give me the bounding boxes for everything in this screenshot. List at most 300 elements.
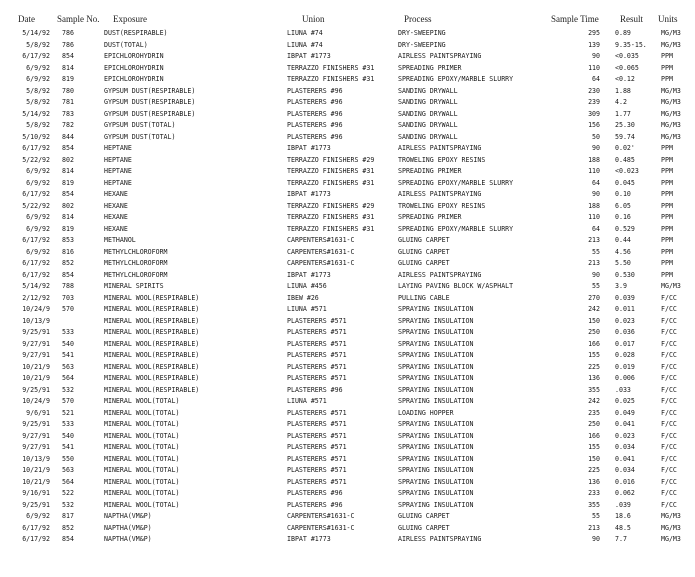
header-sample-time: Sample Time bbox=[551, 14, 599, 24]
cell-date: 5/14/92 bbox=[22, 282, 50, 290]
cell-process: SPRAYING INSULATION bbox=[398, 454, 474, 463]
cell-result: 25.30 bbox=[615, 121, 635, 129]
cell-union: TERRAZZO FINISHERS #31 bbox=[287, 63, 375, 72]
cell-union: TERRAZZO FINISHERS #31 bbox=[287, 75, 375, 83]
cell-sample-time: 150 bbox=[588, 316, 600, 325]
table-row bbox=[0, 396, 695, 408]
cell-result: <0.035 bbox=[615, 52, 639, 60]
cell-date: 5/22/92 bbox=[22, 201, 50, 210]
cell-result: 0.039 bbox=[615, 293, 635, 302]
cell-process: DRY-SWEEPING bbox=[398, 29, 446, 37]
cell-date: 6/17/92 bbox=[22, 190, 50, 198]
cell-result: 5.50 bbox=[615, 259, 631, 267]
cell-result: 4.56 bbox=[615, 247, 631, 256]
cell-union: PLASTERERS #571 bbox=[287, 408, 347, 417]
cell-units: PPM bbox=[661, 167, 673, 175]
cell-sample-time: 242 bbox=[588, 397, 600, 405]
cell-exposure: MINERAL WOOL(TOTAL) bbox=[104, 397, 180, 405]
cell-result: 0.485 bbox=[615, 155, 635, 164]
cell-units: F/CC bbox=[661, 316, 677, 325]
cell-sample-no: 819 bbox=[62, 178, 74, 187]
cell-units: F/CC bbox=[661, 443, 677, 451]
cell-units: F/CC bbox=[661, 374, 677, 382]
cell-sample-time: 90 bbox=[592, 190, 600, 198]
cell-sample-time: 235 bbox=[588, 408, 600, 417]
cell-sample-time: 213 bbox=[588, 523, 600, 532]
cell-result: 59.74 bbox=[615, 132, 635, 141]
cell-result: 0.016 bbox=[615, 477, 635, 486]
cell-sample-no: 814 bbox=[62, 213, 74, 221]
cell-sample-time: 90 bbox=[592, 535, 600, 543]
cell-sample-no: 844 bbox=[62, 132, 74, 141]
table-row bbox=[0, 178, 695, 190]
cell-process: SPREADING EPOXY/MARBLE SLURRY bbox=[398, 224, 514, 233]
table-row bbox=[0, 385, 695, 397]
cell-result: 0.44 bbox=[615, 236, 631, 244]
table-row bbox=[0, 488, 695, 500]
cell-units: PPM bbox=[661, 178, 673, 187]
cell-date: 6/9/92 bbox=[26, 167, 50, 175]
cell-units: F/CC bbox=[661, 305, 677, 313]
cell-union: IBPAT #1773 bbox=[287, 144, 331, 152]
cell-date: 10/24/9 bbox=[22, 305, 50, 313]
cell-sample-time: 110 bbox=[588, 167, 600, 175]
cell-exposure: EPICHLOROHYDRIN bbox=[104, 63, 164, 72]
cell-union: PLASTERERS #96 bbox=[287, 132, 343, 141]
cell-date: 10/13/9 bbox=[22, 454, 50, 463]
cell-sample-time: 55 bbox=[592, 512, 600, 520]
cell-process: SPRAYING INSULATION bbox=[398, 500, 474, 509]
cell-date: 6/17/92 bbox=[22, 236, 50, 244]
cell-union: TERRAZZO FINISHERS #29 bbox=[287, 201, 375, 210]
cell-result: 0.036 bbox=[615, 328, 635, 336]
cell-process: SPRAYING INSULATION bbox=[398, 385, 474, 394]
cell-date: 10/21/9 bbox=[22, 374, 50, 382]
cell-result: 0.011 bbox=[615, 305, 635, 313]
cell-exposure: MINERAL WOOL(TOTAL) bbox=[104, 500, 180, 509]
cell-sample-no: 541 bbox=[62, 443, 74, 451]
cell-sample-no: 533 bbox=[62, 328, 74, 336]
cell-exposure: NAPTHA(VM&P) bbox=[104, 535, 152, 543]
cell-units: F/CC bbox=[661, 362, 677, 371]
cell-units: F/CC bbox=[661, 489, 677, 497]
cell-union: PLASTERERS #571 bbox=[287, 374, 347, 382]
cell-union: CARPENTERS#1631-C bbox=[287, 523, 355, 532]
cell-result: .039 bbox=[615, 500, 631, 509]
cell-union: IBPAT #1773 bbox=[287, 52, 331, 60]
cell-exposure: GYPSUM DUST(RESPIRABLE) bbox=[104, 86, 196, 95]
cell-process: AIRLESS PAINTSPRAYING bbox=[398, 52, 482, 60]
cell-exposure: MINERAL WOOL(TOTAL) bbox=[104, 454, 180, 463]
cell-units: F/CC bbox=[661, 500, 677, 509]
cell-date: 10/24/9 bbox=[22, 397, 50, 405]
table-row bbox=[0, 166, 695, 178]
cell-exposure: DUST(RESPIRABLE) bbox=[104, 29, 168, 37]
cell-exposure: HEXANE bbox=[104, 201, 128, 210]
cell-result: 7.7 bbox=[615, 535, 627, 543]
table-row bbox=[0, 63, 695, 75]
table-row bbox=[0, 304, 695, 316]
cell-units: PPM bbox=[661, 270, 673, 279]
cell-process: SANDING DRYWALL bbox=[398, 121, 458, 129]
cell-date: 9/25/91 bbox=[22, 500, 50, 509]
cell-sample-no: 854 bbox=[62, 535, 74, 543]
cell-process: SPRAYING INSULATION bbox=[398, 305, 474, 313]
cell-date: 10/13/9 bbox=[22, 316, 50, 325]
cell-units: PPM bbox=[661, 224, 673, 233]
cell-exposure: HEPTANE bbox=[104, 167, 132, 175]
cell-union: IBPAT #1773 bbox=[287, 270, 331, 279]
cell-sample-no: 541 bbox=[62, 351, 74, 359]
cell-units: MG/M3 bbox=[661, 86, 681, 95]
cell-sample-time: 55 bbox=[592, 247, 600, 256]
cell-sample-no: 814 bbox=[62, 167, 74, 175]
table-row bbox=[0, 500, 695, 512]
cell-sample-no: 521 bbox=[62, 408, 74, 417]
cell-process: AIRLESS PAINTSPRAYING bbox=[398, 270, 482, 279]
cell-sample-no: 854 bbox=[62, 144, 74, 152]
table-row bbox=[0, 408, 695, 420]
table-row bbox=[0, 143, 695, 155]
cell-exposure: METHYLCHLOROFORM bbox=[104, 270, 168, 279]
cell-process: SPRAYING INSULATION bbox=[398, 443, 474, 451]
cell-process: SPRAYING INSULATION bbox=[398, 477, 474, 486]
cell-sample-no: 819 bbox=[62, 75, 74, 83]
table-row bbox=[0, 74, 695, 86]
cell-union: PLASTERERS #571 bbox=[287, 431, 347, 440]
header-result: Result bbox=[620, 14, 644, 24]
cell-process: SANDING DRYWALL bbox=[398, 98, 458, 106]
cell-exposure: HEPTANE bbox=[104, 178, 132, 187]
cell-date: 6/9/92 bbox=[26, 247, 50, 256]
cell-sample-time: 90 bbox=[592, 270, 600, 279]
cell-result: 1.77 bbox=[615, 109, 631, 118]
cell-date: 5/8/92 bbox=[26, 40, 50, 49]
cell-units: F/CC bbox=[661, 477, 677, 486]
cell-date: 6/17/92 bbox=[22, 259, 50, 267]
cell-exposure: MINERAL WOOL(RESPIRABLE) bbox=[104, 351, 200, 359]
cell-sample-time: 90 bbox=[592, 52, 600, 60]
cell-union: IBEW #26 bbox=[287, 293, 319, 302]
cell-date: 5/14/92 bbox=[22, 109, 50, 118]
cell-result: 48.5 bbox=[615, 523, 631, 532]
cell-sample-time: 242 bbox=[588, 305, 600, 313]
cell-result: 0.89 bbox=[615, 29, 631, 37]
cell-sample-time: 355 bbox=[588, 500, 600, 509]
cell-sample-time: 213 bbox=[588, 236, 600, 244]
cell-exposure: GYPSUM DUST(RESPIRABLE) bbox=[104, 109, 196, 118]
cell-result: 0.530 bbox=[615, 270, 635, 279]
cell-date: 10/21/9 bbox=[22, 477, 50, 486]
cell-union: PLASTERERS #571 bbox=[287, 328, 347, 336]
cell-union: PLASTERERS #96 bbox=[287, 86, 343, 95]
table-row bbox=[0, 316, 695, 328]
cell-process: SPREADING PRIMER bbox=[398, 167, 462, 175]
table-row bbox=[0, 212, 695, 224]
table-row bbox=[0, 132, 695, 144]
cell-date: 9/27/91 bbox=[22, 443, 50, 451]
cell-exposure: MINERAL WOOL(RESPIRABLE) bbox=[104, 316, 200, 325]
cell-sample-no: 854 bbox=[62, 190, 74, 198]
cell-sample-time: 188 bbox=[588, 201, 600, 210]
cell-result: 0.02' bbox=[615, 144, 635, 152]
cell-exposure: MINERAL WOOL(RESPIRABLE) bbox=[104, 374, 200, 382]
cell-sample-no: 786 bbox=[62, 29, 74, 37]
cell-sample-time: 64 bbox=[592, 75, 600, 83]
cell-result: 0.028 bbox=[615, 351, 635, 359]
cell-units: F/CC bbox=[661, 420, 677, 428]
cell-sample-no: 570 bbox=[62, 305, 74, 313]
cell-union: PLASTERERS #571 bbox=[287, 454, 347, 463]
table-row bbox=[0, 454, 695, 466]
cell-date: 9/27/91 bbox=[22, 351, 50, 359]
cell-units: F/CC bbox=[661, 293, 677, 302]
table-row bbox=[0, 339, 695, 351]
cell-date: 5/14/92 bbox=[22, 29, 50, 37]
cell-exposure: MINERAL WOOL(RESPIRABLE) bbox=[104, 362, 200, 371]
cell-sample-time: 166 bbox=[588, 431, 600, 440]
cell-exposure: HEPTANE bbox=[104, 155, 132, 164]
cell-sample-time: 213 bbox=[588, 259, 600, 267]
cell-units: MG/M3 bbox=[661, 132, 681, 141]
cell-units: F/CC bbox=[661, 454, 677, 463]
cell-sample-no: 540 bbox=[62, 431, 74, 440]
cell-date: 5/22/92 bbox=[22, 155, 50, 164]
cell-union: TERRAZZO FINISHERS #31 bbox=[287, 167, 375, 175]
cell-result: 0.034 bbox=[615, 466, 635, 474]
cell-union: PLASTERERS #571 bbox=[287, 339, 347, 348]
cell-sample-no: 782 bbox=[62, 121, 74, 129]
cell-union: PLASTERERS #571 bbox=[287, 477, 347, 486]
header-exposure: Exposure bbox=[113, 14, 147, 24]
cell-sample-no: 852 bbox=[62, 259, 74, 267]
cell-date: 6/17/92 bbox=[22, 144, 50, 152]
cell-result: 0.025 bbox=[615, 397, 635, 405]
cell-date: 5/10/92 bbox=[22, 132, 50, 141]
cell-sample-time: 309 bbox=[588, 109, 600, 118]
cell-sample-no: 854 bbox=[62, 52, 74, 60]
cell-exposure: METHYLCHLOROFORM bbox=[104, 247, 168, 256]
cell-date: 10/21/9 bbox=[22, 466, 50, 474]
cell-process: GLUING CARPET bbox=[398, 512, 450, 520]
header-union: Union bbox=[302, 14, 325, 24]
table-row bbox=[0, 477, 695, 489]
cell-date: 9/16/91 bbox=[22, 489, 50, 497]
cell-exposure: MINERAL WOOL(TOTAL) bbox=[104, 489, 180, 497]
cell-result: 0.529 bbox=[615, 224, 635, 233]
cell-sample-time: 230 bbox=[588, 86, 600, 95]
table-row bbox=[0, 350, 695, 362]
cell-sample-no: 819 bbox=[62, 224, 74, 233]
cell-units: PPM bbox=[661, 190, 673, 198]
cell-union: PLASTERERS #571 bbox=[287, 316, 347, 325]
cell-union: LIUNA #74 bbox=[287, 40, 323, 49]
table-row bbox=[0, 431, 695, 443]
cell-sample-no: 852 bbox=[62, 523, 74, 532]
cell-units: MG/M3 bbox=[661, 98, 681, 106]
cell-union: CARPENTERS#1631-C bbox=[287, 259, 355, 267]
cell-date: 10/21/9 bbox=[22, 362, 50, 371]
cell-units: MG/M3 bbox=[661, 109, 681, 118]
cell-date: 6/9/92 bbox=[26, 63, 50, 72]
cell-units: F/CC bbox=[661, 408, 677, 417]
table-row bbox=[0, 247, 695, 259]
cell-result: 0.023 bbox=[615, 431, 635, 440]
table-row bbox=[0, 189, 695, 201]
table-row bbox=[0, 293, 695, 305]
cell-sample-time: 250 bbox=[588, 420, 600, 428]
cell-sample-no: 532 bbox=[62, 500, 74, 509]
cell-sample-no: 816 bbox=[62, 247, 74, 256]
cell-sample-no: 802 bbox=[62, 201, 74, 210]
cell-exposure: EPICHLOROHYDRIN bbox=[104, 52, 164, 60]
cell-union: IBPAT #1773 bbox=[287, 190, 331, 198]
cell-date: 6/17/92 bbox=[22, 535, 50, 543]
cell-result: <0.12 bbox=[615, 75, 635, 83]
cell-process: SPRAYING INSULATION bbox=[398, 362, 474, 371]
cell-union: LIUNA #571 bbox=[287, 397, 327, 405]
table-row bbox=[0, 51, 695, 63]
cell-units: PPM bbox=[661, 155, 673, 164]
cell-result: 0.16 bbox=[615, 213, 631, 221]
cell-sample-no: 564 bbox=[62, 374, 74, 382]
cell-result: 9.35-15. bbox=[615, 40, 647, 49]
cell-process: GLUING CARPET bbox=[398, 236, 450, 244]
cell-sample-no: 786 bbox=[62, 40, 74, 49]
cell-process: SPRAYING INSULATION bbox=[398, 339, 474, 348]
cell-union: CARPENTERS#1631-C bbox=[287, 247, 355, 256]
cell-union: PLASTERERS #96 bbox=[287, 109, 343, 118]
table-row bbox=[0, 28, 695, 40]
cell-sample-no: 788 bbox=[62, 282, 74, 290]
cell-units: PPM bbox=[661, 52, 673, 60]
cell-sample-time: 156 bbox=[588, 121, 600, 129]
cell-sample-time: 110 bbox=[588, 63, 600, 72]
cell-exposure: MINERAL WOOL(RESPIRABLE) bbox=[104, 385, 200, 394]
cell-sample-no: 522 bbox=[62, 489, 74, 497]
cell-process: SPRAYING INSULATION bbox=[398, 374, 474, 382]
cell-sample-no: 814 bbox=[62, 63, 74, 72]
cell-sample-time: 155 bbox=[588, 443, 600, 451]
table-row bbox=[0, 362, 695, 374]
cell-union: LIUNA #74 bbox=[287, 29, 323, 37]
cell-result: 0.062 bbox=[615, 489, 635, 497]
cell-date: 6/17/92 bbox=[22, 523, 50, 532]
cell-process: PULLING CABLE bbox=[398, 293, 450, 302]
cell-result: 6.05 bbox=[615, 201, 631, 210]
cell-sample-time: 233 bbox=[588, 489, 600, 497]
cell-sample-no: 854 bbox=[62, 270, 74, 279]
cell-exposure: GYPSUM DUST(RESPIRABLE) bbox=[104, 98, 196, 106]
cell-exposure: GYPSUM DUST(TOTAL) bbox=[104, 121, 176, 129]
cell-date: 6/9/92 bbox=[26, 213, 50, 221]
cell-union: PLASTERERS #571 bbox=[287, 466, 347, 474]
table-row bbox=[0, 281, 695, 293]
cell-result: 0.034 bbox=[615, 443, 635, 451]
cell-units: F/CC bbox=[661, 351, 677, 359]
table-row bbox=[0, 534, 695, 546]
cell-sample-no: 703 bbox=[62, 293, 74, 302]
cell-date: 9/27/91 bbox=[22, 339, 50, 348]
cell-process: GLUING CARPET bbox=[398, 259, 450, 267]
cell-sample-time: 150 bbox=[588, 454, 600, 463]
cell-result: 4.2 bbox=[615, 98, 627, 106]
cell-process: AIRLESS PAINTSPRAYING bbox=[398, 535, 482, 543]
cell-result: 0.041 bbox=[615, 454, 635, 463]
cell-date: 9/25/91 bbox=[22, 385, 50, 394]
cell-units: PPM bbox=[661, 63, 673, 72]
cell-exposure: MINERAL WOOL(TOTAL) bbox=[104, 466, 180, 474]
cell-units: MG/M3 bbox=[661, 535, 681, 543]
cell-process: SPRAYING INSULATION bbox=[398, 351, 474, 359]
cell-exposure: MINERAL WOOL(RESPIRABLE) bbox=[104, 328, 200, 336]
cell-exposure: NAPTHA(VM&P) bbox=[104, 512, 152, 520]
cell-union: TERRAZZO FINISHERS #31 bbox=[287, 178, 375, 187]
cell-exposure: MINERAL WOOL(TOTAL) bbox=[104, 420, 180, 428]
cell-date: 5/8/92 bbox=[26, 86, 50, 95]
cell-union: PLASTERERS #571 bbox=[287, 351, 347, 359]
cell-process: SPRAYING INSULATION bbox=[398, 489, 474, 497]
cell-sample-time: 155 bbox=[588, 351, 600, 359]
cell-process: DRY-SWEEPING bbox=[398, 40, 446, 49]
cell-date: 5/8/92 bbox=[26, 98, 50, 106]
cell-union: IBPAT #1773 bbox=[287, 535, 331, 543]
cell-sample-time: 188 bbox=[588, 155, 600, 164]
table-row bbox=[0, 109, 695, 121]
cell-union: TERRAZZO FINISHERS #29 bbox=[287, 155, 375, 164]
table-row bbox=[0, 201, 695, 213]
cell-units: PPM bbox=[661, 247, 673, 256]
cell-sample-time: 136 bbox=[588, 477, 600, 486]
cell-sample-time: 64 bbox=[592, 224, 600, 233]
cell-units: PPM bbox=[661, 259, 673, 267]
cell-result: 18.6 bbox=[615, 512, 631, 520]
cell-process: GLUING CARPET bbox=[398, 247, 450, 256]
cell-result: 1.88 bbox=[615, 86, 631, 95]
cell-date: 9/25/91 bbox=[22, 420, 50, 428]
cell-exposure: DUST(TOTAL) bbox=[104, 40, 148, 49]
table-row bbox=[0, 270, 695, 282]
cell-process: AIRLESS PAINTSPRAYING bbox=[398, 190, 482, 198]
cell-union: PLASTERERS #571 bbox=[287, 443, 347, 451]
cell-process: LOADING HOPPER bbox=[398, 408, 454, 417]
cell-process: SPRAYING INSULATION bbox=[398, 431, 474, 440]
cell-exposure: MINERAL SPIRITS bbox=[104, 282, 164, 290]
cell-sample-no: 853 bbox=[62, 236, 74, 244]
cell-sample-time: 295 bbox=[588, 29, 600, 37]
cell-exposure: NAPTHA(VM&P) bbox=[104, 523, 152, 532]
table-row bbox=[0, 120, 695, 132]
table-row bbox=[0, 155, 695, 167]
cell-sample-no: 570 bbox=[62, 397, 74, 405]
cell-units: F/CC bbox=[661, 339, 677, 348]
cell-process: AIRLESS PAINTSPRAYING bbox=[398, 144, 482, 152]
cell-exposure: HEXANE bbox=[104, 190, 128, 198]
cell-process: TROWELING EPOXY RESINS bbox=[398, 155, 486, 164]
cell-process: SANDING DRYWALL bbox=[398, 132, 458, 141]
cell-sample-no: 563 bbox=[62, 466, 74, 474]
cell-units: PPM bbox=[661, 75, 673, 83]
cell-result: <0.065 bbox=[615, 63, 639, 72]
cell-union: CARPENTERS#1631-C bbox=[287, 512, 355, 520]
cell-exposure: MINERAL WOOL(TOTAL) bbox=[104, 408, 180, 417]
cell-units: PPM bbox=[661, 144, 673, 152]
header-units: Units bbox=[658, 14, 678, 24]
table-row bbox=[0, 442, 695, 454]
cell-sample-time: 225 bbox=[588, 362, 600, 371]
cell-sample-time: 270 bbox=[588, 293, 600, 302]
exposure-table-body bbox=[0, 28, 695, 546]
